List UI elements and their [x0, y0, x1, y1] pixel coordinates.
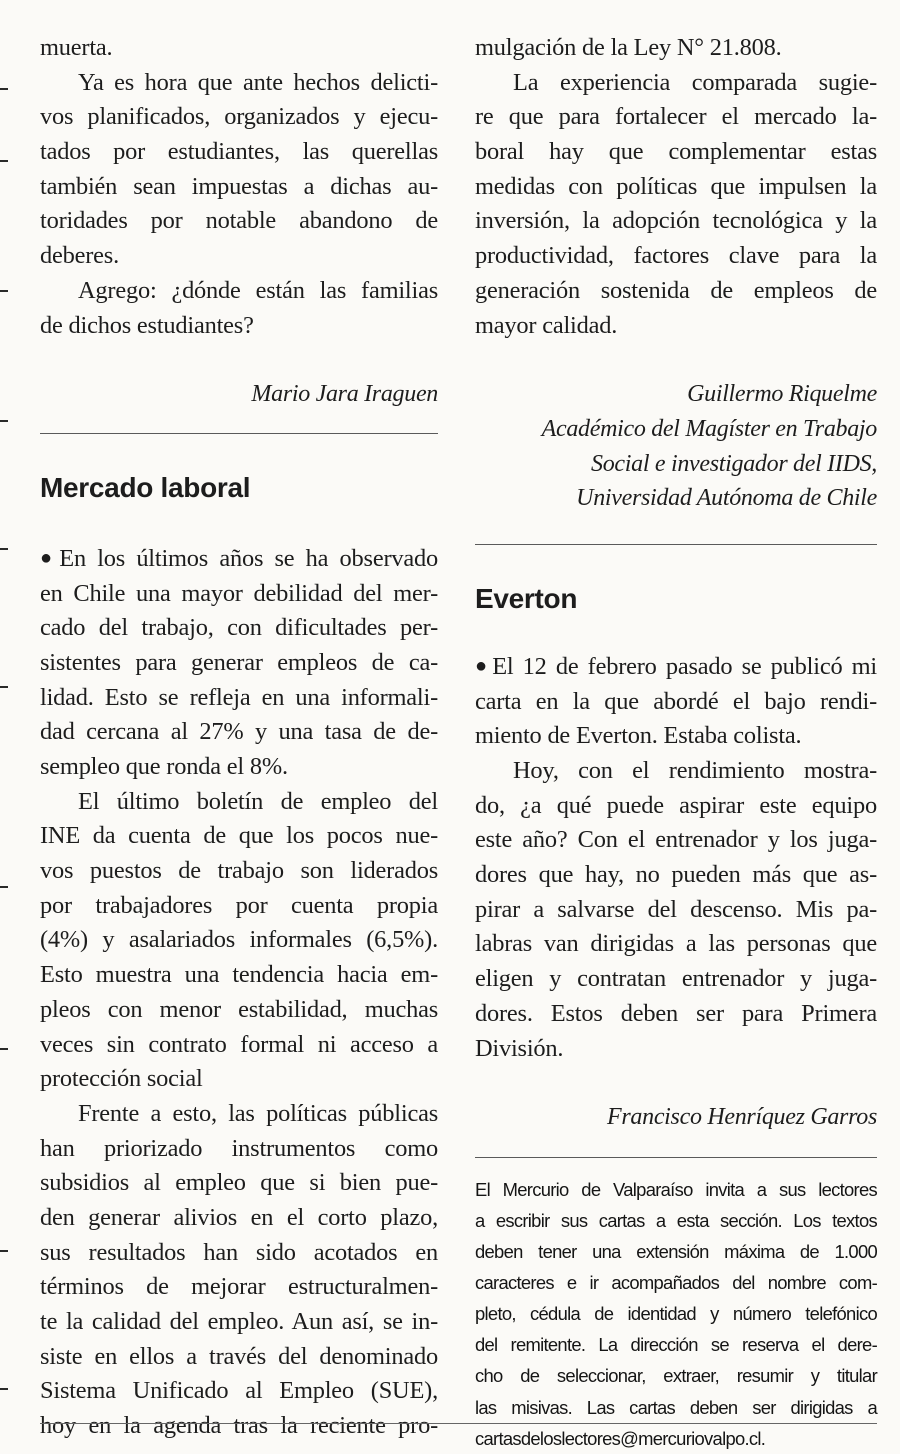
note-line: las misivas. Las cartas deben ser dirigidas a [475, 1396, 877, 1418]
body-line: muerta. [40, 34, 113, 61]
section-divider [40, 433, 438, 434]
signature-mario-jara-iraguen: Mario Jara Iraguen [251, 381, 438, 408]
left-column [40, 0, 438, 1444]
body-line: tados por estudiantes, las querellas [40, 138, 438, 166]
body-line: lidad. Esto se refleja en una informali- [40, 683, 438, 711]
bullet-icon: ● [475, 654, 491, 677]
body-line: te la calidad del empleo. Aun así, se in- [40, 1308, 438, 1335]
body-line: do, ¿a qué puede aspirar este equipo [475, 791, 877, 819]
body-line: siste en ellos a través del denominado [40, 1342, 438, 1370]
body-line: deberes. [40, 242, 119, 270]
edge-mark [0, 88, 8, 90]
note-line: El Mercurio de Valparaíso invita a sus lectores [475, 1178, 877, 1200]
body-line: vos puestos de trabajo son liderados [40, 857, 438, 885]
body-line: den generar alivios en el corto plazo, [40, 1203, 438, 1231]
body-line: de dichos estudiantes? [40, 311, 254, 339]
body-line: dores. Estos deben ser para Primera [475, 999, 877, 1027]
body-line: Agrego: ¿dónde están las familias [78, 276, 438, 304]
signature-guillermo-riquelme [475, 377, 877, 516]
edge-mark [0, 686, 8, 688]
body-line: sistentes para generar empleos de ca- [40, 648, 438, 676]
body-line: dores que hay, no pueden más que as- [475, 861, 877, 889]
note-line: cho de seleccionar, extraer, resumir y titular [475, 1365, 877, 1387]
body-line: El último boletín de empleo del [78, 787, 438, 815]
body-line: División. [475, 1034, 564, 1062]
note-line: a escribir sus cartas a esta sección. Los textos [475, 1209, 877, 1231]
body-line: Hoy, con el rendimiento mostra- [513, 757, 877, 784]
body-line: generación sostenida de empleos de [475, 276, 877, 304]
note-line: del remitente. La dirección se reserva el dere- [475, 1334, 877, 1356]
edge-mark [0, 420, 8, 422]
letter-mercado-laboral-continued [475, 31, 877, 516]
body-line: cado del trabajo, con dificultades per- [40, 614, 438, 642]
letter-mercado-laboral [40, 470, 438, 1444]
body-line: hoy en la agenda tras la reciente pro- [40, 1412, 438, 1440]
body-line: labras van dirigidas a las personas que [475, 930, 877, 958]
signature-affiliation: Universidad Autónoma de Chile [576, 485, 877, 512]
body-line: vos planificados, organizados y ejecu- [40, 103, 438, 131]
note-line: caracteres e ir acompañados del nombre com- [475, 1272, 877, 1294]
edge-mark [0, 548, 8, 550]
body-line: boral hay que complementar estas [475, 138, 877, 166]
body-line: sempleo que ronda el 8%. [40, 753, 288, 780]
edge-mark [0, 160, 8, 162]
body-line: re que para fortalecer el mercado la- [475, 103, 877, 131]
body-line: pirar a salvarse del descenso. Mis pa- [475, 895, 877, 923]
signature-affiliation: Social e investigador del IIDS, [591, 450, 877, 477]
body-line: han priorizado instrumentos como [40, 1134, 438, 1162]
body-line: carta en la que abordé el bajo rendi- [475, 687, 877, 715]
editorial-note [475, 1174, 877, 1454]
edge-mark [0, 886, 8, 888]
body-line: La experiencia comparada sugie- [513, 68, 877, 96]
note-line: pleto, cédula de identidad y número telefónico [475, 1303, 877, 1325]
body-line: veces sin contrato formal ni acceso a [40, 1030, 438, 1058]
body-line: este año? Con el entrenador y los juga- [475, 826, 877, 854]
body-line: pleos con menor estabilidad, muchas [40, 995, 438, 1023]
signature-francisco-henriquez-garros: Francisco Henríquez Garros [607, 1104, 877, 1131]
section-divider [475, 1157, 877, 1158]
body-line: toridades por notable abandono de [40, 207, 438, 235]
body-line: mulgación de la Ley N° 21.808. [475, 34, 782, 61]
body-line: subsidios al empleo que si bien pue- [40, 1169, 438, 1197]
body-line: por trabajadores por cuenta propia [40, 891, 438, 919]
body-line: dad cercana al 27% y una tasa de de- [40, 718, 438, 746]
body-line-first: ●El 12 de febrero pasado se publicó mi [475, 652, 877, 680]
edge-mark [0, 1048, 8, 1050]
body-line: términos de mejorar estructuralmen- [40, 1273, 438, 1301]
body-line: Ya es hora que ante hechos delicti- [78, 68, 438, 96]
body-line: eligen y contratan entrenador y juga- [475, 965, 877, 993]
signature-affiliation: Académico del Magíster en Trabajo [541, 415, 877, 442]
signature-name: Guillermo Riquelme [687, 381, 877, 408]
body-line-first: ●En los últimos años se ha observado [40, 544, 438, 572]
body-line: medidas con políticas que impulsen la [475, 172, 877, 200]
body-line: miento de Everton. Estaba colista. [475, 722, 802, 750]
section-divider [475, 544, 877, 545]
body-line: en Chile una mayor debilidad del mer- [40, 579, 438, 607]
letter-jara-ending [40, 31, 438, 412]
edge-mark [0, 1388, 8, 1390]
heading-everton: Everton [475, 582, 578, 614]
body-line: protección social [40, 1065, 203, 1093]
right-column [475, 0, 877, 1454]
edge-mark [0, 290, 8, 292]
letter-everton [475, 581, 877, 1135]
edge-mark [0, 1250, 8, 1252]
page-bottom-rule [40, 1423, 877, 1424]
body-line: (4%) y asalariados informales (6,5%). [40, 926, 438, 954]
heading-mercado-laboral: Mercado laboral [40, 471, 251, 503]
contact-email: cartasdeloslectores@mercuriovalpo.cl. [475, 1427, 766, 1449]
body-line: mayor calidad. [475, 311, 618, 339]
body-line: Sistema Unificado al Empleo (SUE), [40, 1377, 438, 1405]
note-line: deben tener una extensión máxima de 1.000 [475, 1241, 877, 1263]
body-line: INE da cuenta de que los pocos nue- [40, 822, 438, 850]
bullet-icon: ● [40, 546, 58, 569]
body-line: productividad, factores clave para la [475, 242, 877, 270]
body-line: Frente a esto, las políticas públicas [78, 1099, 438, 1127]
body-line: Esto muestra una tendencia hacia em- [40, 961, 438, 989]
body-line: también sean impuestas a dichas au- [40, 172, 438, 200]
body-line: sus resultados han sido acotados en [40, 1238, 438, 1266]
body-line: inversión, la adopción tecnológica y la [475, 207, 877, 235]
